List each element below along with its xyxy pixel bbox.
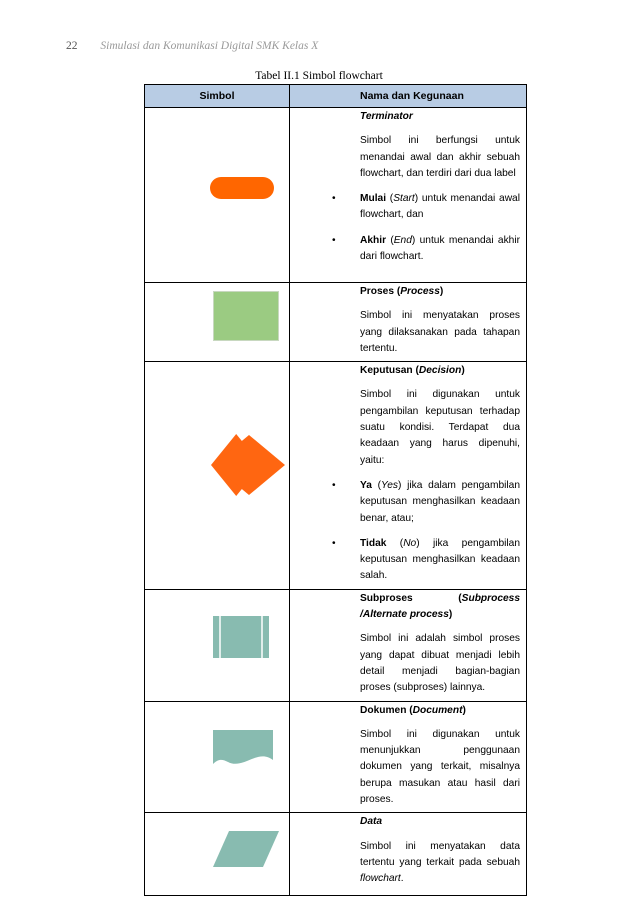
description-cell: [290, 813, 527, 896]
description-cell: [290, 589, 527, 701]
list-item: • Ya (Yes) jika dalam pengambilan keputusan menghasilkan keadaan benar, atau;: [332, 479, 520, 524]
document-icon: [213, 730, 273, 768]
table-row: [145, 589, 527, 701]
symbol-description: Simbol ini digunakan untuk pengambilan keputusan terhadap suatu kondisi. Terdapat dua keadaan yang harus dipenuhi, yaitu:: [360, 389, 520, 466]
book-title: Simulasi dan Komunikasi Digital SMK Kelas X: [100, 40, 319, 52]
table-row: [145, 108, 527, 283]
description-cell: [290, 701, 527, 813]
flowchart-symbol-table: [144, 84, 527, 896]
process-icon: [213, 291, 279, 341]
list-item: • Tidak (No) jika pengambilan keputusan menghasilkan keadaan salah.: [332, 537, 520, 582]
symbol-description: Simbol ini digunakan untuk menunjukkan penggunaan dokumen yang terkait, misalnya berupa masukan atau hasil dari proses.: [360, 728, 520, 806]
symbol-name: Dokumen (Document): [360, 704, 466, 716]
data-icon: [213, 831, 279, 867]
description-cell: [290, 362, 527, 590]
symbol-name: Terminator: [360, 111, 413, 122]
symbol-cell: [145, 813, 290, 896]
column-header-description: Nama dan Kegunaan: [290, 85, 527, 108]
symbol-description: Simbol ini berfungsi untuk menandai awal dan akhir sebuah flowchart, dan terdiri dari dua label: [360, 135, 520, 179]
page-number: 22: [66, 40, 78, 52]
symbol-description: Simbol ini adalah simbol proses yang dapat dibuat menjadi lebih detail menjadi bagian-bagian proses (subproses) lainnya.: [360, 633, 520, 694]
column-header-symbol: Simbol: [145, 85, 290, 108]
symbol-name: Data: [360, 816, 383, 828]
table-row: [145, 283, 527, 362]
list-item: • Mulai (Start) untuk menandai awal flowchart, dan: [332, 193, 520, 221]
table-caption: Tabel II.1 Simbol flowchart: [255, 70, 383, 82]
table-row: [145, 813, 527, 896]
subprocess-icon: [213, 616, 269, 658]
symbol-cell: [145, 108, 290, 283]
symbol-name: Proses (Process): [360, 286, 444, 297]
description-cell: [290, 108, 527, 283]
description-cell: [290, 283, 527, 362]
symbol-cell: [145, 701, 290, 813]
symbol-cell: [145, 589, 290, 701]
symbol-cell: [145, 283, 290, 362]
table-header-row: [145, 85, 527, 108]
list-item: • Akhir (End) untuk menandai akhir dari flowchart.: [332, 234, 520, 263]
terminator-icon: [210, 177, 274, 199]
table-row: [145, 701, 527, 813]
symbol-description: Simbol ini menyatakan data tertentu yang terkait pada sebuah flowchart.: [360, 840, 520, 885]
table-row: [145, 362, 527, 590]
page-header: [66, 40, 318, 52]
symbol-cell: [145, 362, 290, 590]
symbol-name: Keputusan (Decision): [360, 365, 465, 377]
decision-icon: [211, 434, 287, 496]
symbol-description: Simbol ini menyatakan proses yang dilaksanakan pada tahapan tertentu.: [360, 310, 520, 354]
symbol-name: Subproses (Subprocess /Alternate process): [360, 592, 520, 621]
